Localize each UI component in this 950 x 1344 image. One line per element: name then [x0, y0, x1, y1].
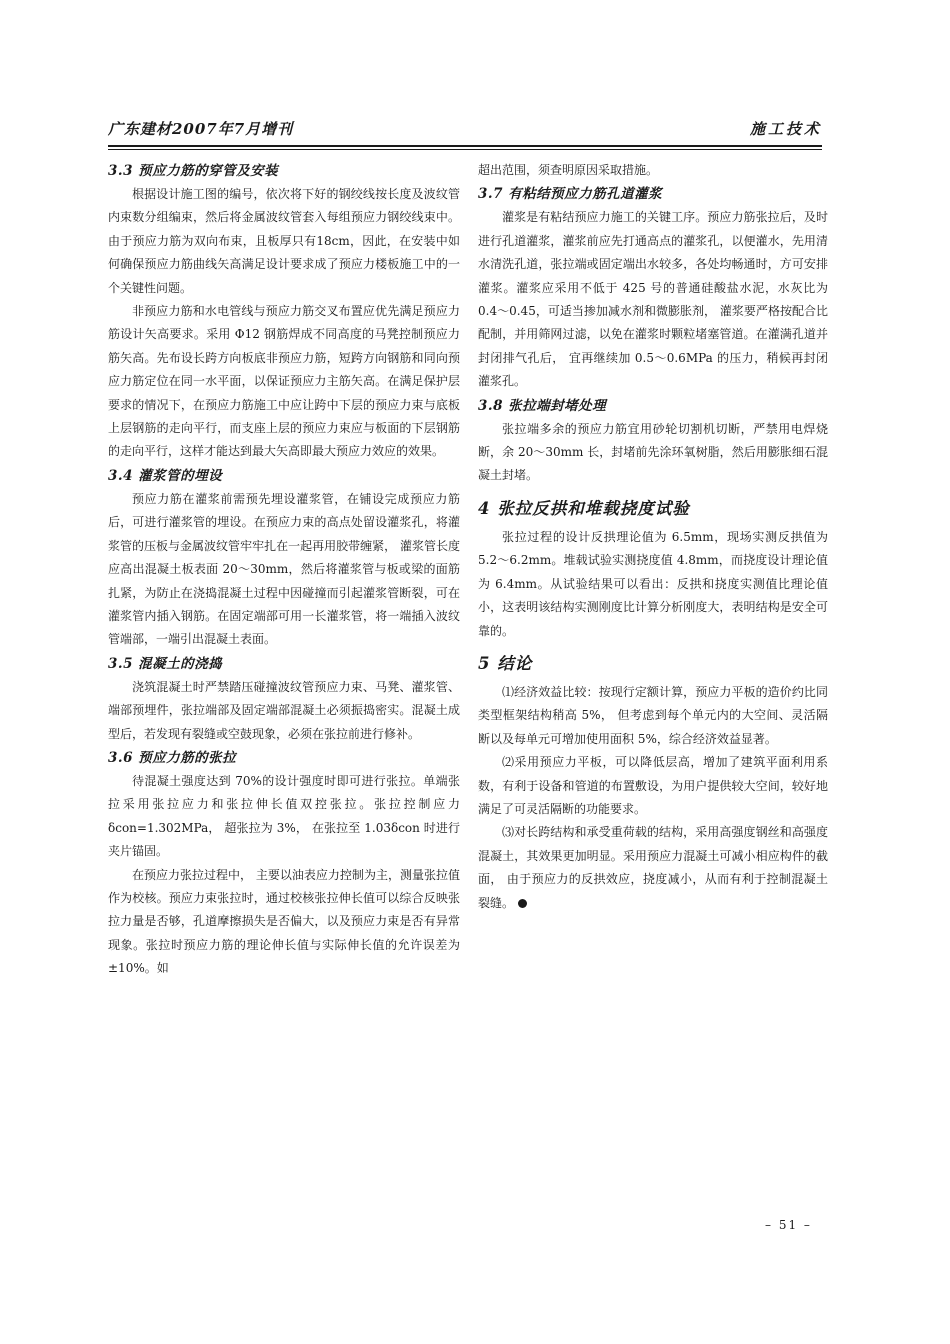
end-of-article-dot-icon: [518, 899, 527, 908]
right-column: [478, 159, 828, 915]
section-3-7-paragraph-1: 灌浆是有粘结预应力施工的关键工序。预应力筋张拉后，及时进行孔道灌浆，灌浆前应先打通高点的灌浆孔，以便灌水，先用清水清洗孔道，张拉端或固定端出水较多，各处均畅通时，方可安排灌浆。灌浆应采用不低于 425 号的普通硅酸盐水泥，水灰比为 0.4～0.45，可适当掺加减水剂和微膨胀剂， 灌浆要严格按配合比配制，并用筛网过滤，以免在灌浆时颗粒堵塞管道。在灌满孔道并封闭排气孔后， 宜再继续加 0.5～0.6MPa 的压力，稍候再封闭灌浆孔。: [478, 210, 828, 389]
section-3-8-paragraph-1: 张拉端多余的预应力筋宜用砂轮切割机切断，严禁用电焊烧断，余 20～30mm 长，封堵前先涂环氧树脂，然后用膨胀细石混凝土封堵。: [478, 421, 828, 483]
section-3-4-paragraph-1: 预应力筋在灌浆前需预先埋设灌浆管，在铺设完成预应力筋后，可进行灌浆管的埋设。在预应力束的高点处留设灌浆孔，将灌浆管的压板与金属波纹管牢牢扎在一起再用胶带缠紧， 灌浆管长度应高出混凝土板表面 20～30mm，然后将灌浆管与板或梁的面筋扎紧，为防止在浇捣混凝土过程中因碰撞而引起灌浆管断裂，可在灌浆管内插入钢筋。在固定端部可用一长灌浆管，将一端插入波纹管端部，一端引出混凝土表面。: [108, 491, 460, 647]
continued-paragraph: 超出范围，须查明原因采取措施。: [478, 163, 659, 177]
section-3-7-heading: 3.7 有粘结预应力筋孔道灌浆: [478, 186, 663, 203]
section-3-3-paragraph-2: 非预应力筋和水电管线与预应力筋交叉布置应优先满足预应力筋设计矢高要求。采用 Φ12 钢筋焊成不同高度的马凳控制预应力筋矢高。先布设长跨方向板底非预应力筋，短跨方向钢筋和同向预应力筋定位在同一水平面，以保证预应力主筋矢高。在满足保护层要求的情况下，在预应力筋施工中应让跨中下层的预应力束与底板上层钢筋的走向平行，而支座上层的预应力束应与板面的下层钢筋的走向平行，这样才能达到最大矢高即最大预应力效应的效果。: [108, 304, 460, 459]
section-3-3-heading: 3.3 预应力筋的穿管及安装: [108, 163, 279, 179]
conclusion-item-3-text: ⑶对长跨结构和承受重荷载的结构，采用高强度钢丝和高强度混凝土，其效果更加明显。采用预应力混凝土可减小相应构件的截面， 由于预应力的反拱效应，挠度减小，从而有利于控制混凝土裂缝。: [478, 825, 828, 910]
section-3-3-paragraph-1: 根据设计施工图的编号，依次将下好的钢绞线按长度及波纹管内束数分组编束，然后将金属波纹管套入每组预应力钢绞线束中。由于预应力筋为双向布束，且板厚只有18cm，因此，在安装中如何确保预应力筋曲线矢高满足设计要求成了预应力楼板施工中的一个关键性问题。: [108, 187, 460, 295]
column-label: 施工技术: [749, 120, 822, 138]
section-3-6-paragraph-1: 待混凝土强度达到 70%的设计强度时即可进行张拉。单端张拉采用张拉应力和张拉伸长值双控张拉。张拉控制应力 δcon=1.302MPa， 超张拉为 3%， 在张拉至 1.03δcon 时进行夹片锚固。: [108, 773, 460, 859]
section-4-paragraph-1: 张拉过程的设计反拱理论值为 6.5mm，现场实测反拱值为 5.2～6.2mm。堆载试验实测挠度值 4.8mm，而挠度设计理论值为 6.4mm。从试验结果可以看出：反拱和挠度实测值比理论值小，这表明该结构实测刚度比计算分析刚度大，表明结构是安全可靠的。: [478, 529, 828, 638]
running-header: [108, 114, 822, 144]
conclusion-item-2: ⑵采用预应力平板，可以降低层高，增加了建筑平面利用系数，有利于设备和管道的布置敷设，为用户提供较大空间，较好地满足了可灵活隔断的功能要求。: [478, 755, 828, 816]
section-3-5-heading: 3.5 混凝土的浇捣: [108, 655, 223, 672]
header-rule-thick: [108, 145, 822, 147]
header-rule-thin: [108, 149, 822, 150]
section-3-6-heading: 3.6 预应力筋的张拉: [108, 749, 237, 766]
section-5-heading: 5 结论: [478, 653, 533, 673]
journal-title: 广东建材2007年7月增刊: [108, 120, 294, 138]
conclusion-item-3: [478, 821, 828, 915]
conclusion-item-1: ⑴经济效益比较：按现行定额计算，预应力平板的造价约比同类型框架结构稍高 5%， 但考虑到每个单元内的大空间、灵活隔断以及每单元可增加使用面积 5%，综合经济效益显著。: [478, 684, 828, 746]
section-3-6-paragraph-2: 在预应力张拉过程中， 主要以油表应力控制为主，测量张拉值作为校核。预应力束张拉时，通过校核张拉伸长值可以综合反映张拉力量是否够，孔道摩擦损失是否偏大，以及预应力束是否有异常现象。张拉时预应力筋的理论伸长值与实际伸长值的允许误差为±10%。如: [108, 867, 460, 976]
left-column: [108, 159, 460, 981]
section-3-4-heading: 3.4 灌浆管的埋设: [108, 467, 223, 484]
section-3-5-paragraph-1: 浇筑混凝土时严禁踏压碰撞波纹管预应力束、马凳、灌浆管、端部预埋件，张拉端部及固定端部混凝土必须振捣密实。混凝土成型后，若发现有裂缝或空鼓现象，必须在张拉前进行修补。: [108, 679, 460, 741]
page-number: – 51 –: [765, 1218, 812, 1232]
section-3-8-heading: 3.8 张拉端封堵处理: [478, 397, 607, 414]
section-4-heading: 4 张拉反拱和堆载挠度试验: [478, 498, 690, 518]
